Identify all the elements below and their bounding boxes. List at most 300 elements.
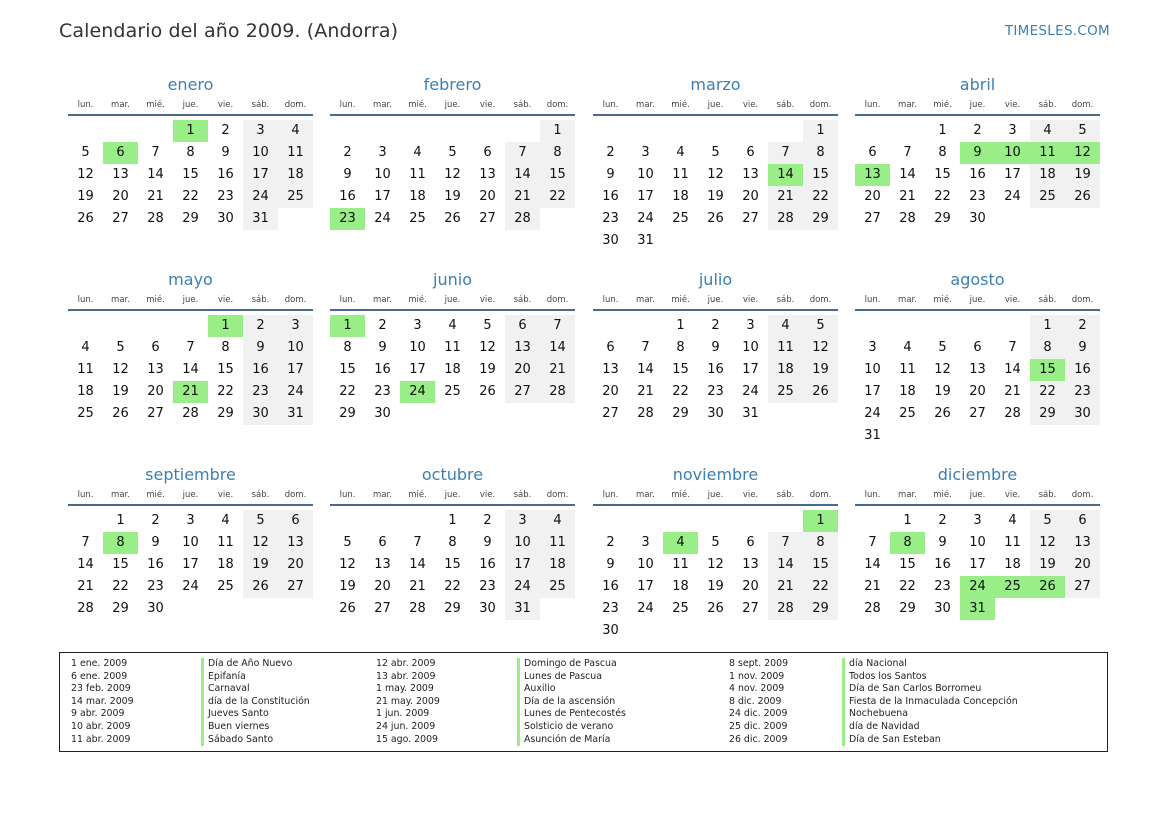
weekday-label: mié. (408, 295, 427, 305)
day-cell: 15 (934, 167, 951, 182)
day-cell: 2 (221, 123, 230, 138)
day-grid (855, 116, 1100, 264)
day-cell: 27 (742, 211, 759, 226)
weekday-label: jue. (444, 295, 461, 305)
day-cell: 27 (602, 406, 619, 421)
day-cell: 5 (343, 535, 352, 550)
month-name: diciembre (937, 465, 1018, 484)
day-cell: 7 (768, 142, 803, 164)
day-cell: 23 (243, 381, 278, 403)
weekday-label: mar. (373, 100, 392, 110)
day-cell: 11 (540, 532, 575, 554)
day-cell: 24 (182, 579, 199, 594)
day-cell: 18 (278, 164, 313, 186)
legend-holiday-name: Buen viernes (208, 720, 270, 732)
month-mayo (68, 267, 313, 459)
legend-names-column (201, 658, 310, 746)
day-cell: 27 (374, 601, 391, 616)
day-cell: 21 (540, 359, 575, 381)
day-cell: 12 (1030, 532, 1065, 554)
day-cell: 30 (707, 406, 724, 421)
day-cell: 19 (707, 579, 724, 594)
day-cell: 19 (1065, 164, 1100, 186)
holiday-day-cell: 9 (960, 142, 995, 164)
day-cell: 19 (707, 189, 724, 204)
day-cell: 5 (243, 510, 278, 532)
weekday-label: dom. (1071, 490, 1094, 500)
day-cell: 31 (637, 233, 654, 248)
weekday-label: mar. (373, 490, 392, 500)
day-cell: 18 (217, 557, 234, 572)
day-cell: 5 (116, 340, 125, 355)
day-cell: 21 (899, 189, 916, 204)
day-cell: 28 (505, 208, 540, 230)
day-grid (68, 506, 313, 654)
holiday-day-cell: 15 (1030, 359, 1065, 381)
day-cell: 15 (112, 557, 129, 572)
holiday-day-cell: 6 (103, 142, 138, 164)
legend-holiday-name: Asunción de María (524, 733, 611, 745)
weekday-header (855, 98, 1100, 116)
day-cell: 24 (637, 601, 654, 616)
day-cell: 2 (343, 145, 352, 160)
site-logo-text[interactable]: TIMESLES.COM (1004, 23, 1110, 39)
day-cell: 18 (768, 359, 803, 381)
month-enero (68, 72, 313, 264)
day-cell: 31 (505, 598, 540, 620)
day-cell: 31 (742, 406, 759, 421)
weekday-label: jue. (969, 490, 986, 500)
holiday-day-cell: 4 (663, 532, 698, 554)
weekday-header (855, 293, 1100, 311)
weekday-label: lun. (77, 490, 94, 500)
legend-date: 9 abr. 2009 (71, 708, 125, 720)
day-cell: 9 (483, 535, 492, 550)
day-cell: 11 (409, 167, 426, 182)
day-grid (593, 506, 838, 654)
legend-names-column (842, 658, 1018, 746)
legend-date: 21 may. 2009 (376, 695, 440, 707)
day-cell: 24 (637, 211, 654, 226)
weekday-label: vie. (217, 100, 234, 110)
day-cell: 16 (969, 167, 986, 182)
weekday-label: jue. (969, 100, 986, 110)
day-cell: 6 (278, 510, 313, 532)
day-cell: 16 (479, 557, 496, 572)
day-cell: 3 (278, 315, 313, 337)
weekday-label: mar. (111, 295, 130, 305)
day-grid (330, 311, 575, 459)
day-cell: 12 (479, 340, 496, 355)
legend-holiday-name: Día de San Esteban (849, 733, 941, 745)
day-cell: 16 (707, 362, 724, 377)
weekday-label: mié. (933, 100, 952, 110)
legend-dates-column (71, 658, 134, 746)
weekday-label: jue. (444, 100, 461, 110)
day-cell: 19 (339, 579, 356, 594)
day-cell: 16 (934, 557, 951, 572)
day-cell: 20 (479, 189, 496, 204)
day-cell: 4 (413, 145, 422, 160)
day-cell: 20 (742, 189, 759, 204)
day-cell: 25 (672, 211, 689, 226)
weekday-label: sáb. (251, 100, 270, 110)
day-cell: 7 (413, 535, 422, 550)
day-cell: 5 (711, 145, 720, 160)
day-cell: 12 (339, 557, 356, 572)
month-septiembre (68, 462, 313, 654)
day-cell: 17 (742, 362, 759, 377)
legend-date: 25 dic. 2009 (729, 720, 788, 732)
day-cell: 20 (1065, 554, 1100, 576)
day-cell: 20 (864, 189, 881, 204)
legend-holiday-name: Todos los Santos (849, 670, 927, 682)
day-cell: 28 (637, 406, 654, 421)
day-cell: 4 (903, 340, 912, 355)
legend-dates-column (729, 658, 788, 746)
day-cell: 26 (444, 211, 461, 226)
day-cell: 9 (151, 535, 160, 550)
day-cell: 8 (186, 145, 195, 160)
day-cell: 7 (1008, 340, 1017, 355)
legend-names-column (517, 658, 626, 746)
day-grid (330, 116, 575, 264)
day-cell: 5 (803, 315, 838, 337)
weekday-label: mié. (146, 100, 165, 110)
day-cell: 9 (343, 167, 352, 182)
day-cell: 26 (707, 601, 724, 616)
day-cell: 14 (768, 554, 803, 576)
day-cell: 29 (444, 601, 461, 616)
day-cell: 18 (1004, 557, 1021, 572)
day-cell: 3 (746, 318, 755, 333)
weekday-label: mar. (111, 490, 130, 500)
day-cell: 28 (182, 406, 199, 421)
day-cell: 1 (938, 123, 947, 138)
day-cell: 11 (672, 557, 689, 572)
day-cell: 27 (278, 576, 313, 598)
day-cell: 24 (505, 576, 540, 598)
day-cell: 11 (77, 362, 94, 377)
day-cell: 17 (505, 554, 540, 576)
day-cell: 5 (711, 535, 720, 550)
day-cell: 7 (540, 315, 575, 337)
day-cell: 25 (278, 186, 313, 208)
day-cell: 9 (221, 145, 230, 160)
day-cell: 2 (151, 513, 160, 528)
day-cell: 12 (444, 167, 461, 182)
day-cell: 7 (505, 142, 540, 164)
legend-holiday-name: Lunes de Pentecostés (524, 708, 626, 720)
day-cell: 6 (505, 315, 540, 337)
day-cell: 28 (864, 601, 881, 616)
day-cell: 29 (803, 208, 838, 230)
weekday-label: vie. (742, 100, 759, 110)
day-cell: 14 (540, 337, 575, 359)
weekday-label: dom. (809, 295, 832, 305)
legend-date: 10 abr. 2009 (71, 720, 131, 732)
months-grid (68, 72, 1102, 652)
day-cell: 15 (540, 164, 575, 186)
day-cell: 23 (969, 189, 986, 204)
day-cell: 23 (217, 189, 234, 204)
holiday-day-cell: 8 (103, 532, 138, 554)
day-cell: 8 (803, 532, 838, 554)
day-cell: 8 (1030, 337, 1065, 359)
weekday-label: jue. (182, 295, 199, 305)
holiday-day-cell: 23 (330, 208, 365, 230)
weekday-label: mié. (408, 100, 427, 110)
legend-holiday-name: día de Navidad (849, 720, 920, 732)
day-cell: 5 (1030, 510, 1065, 532)
day-cell: 19 (934, 384, 951, 399)
day-cell: 15 (339, 362, 356, 377)
legend-date: 1 ene. 2009 (71, 658, 128, 669)
weekday-header (68, 293, 313, 311)
weekday-header (855, 488, 1100, 506)
legend-date: 24 dic. 2009 (729, 708, 788, 720)
day-cell: 9 (606, 167, 615, 182)
weekday-label: mar. (636, 100, 655, 110)
day-cell: 21 (77, 579, 94, 594)
day-cell: 20 (374, 579, 391, 594)
month-name: enero (167, 75, 214, 94)
day-cell: 26 (479, 384, 496, 399)
holiday-day-cell: 24 (960, 576, 995, 598)
day-cell: 22 (803, 576, 838, 598)
day-cell: 26 (707, 211, 724, 226)
day-cell: 13 (374, 557, 391, 572)
day-cell: 25 (899, 406, 916, 421)
legend-date: 1 nov. 2009 (729, 670, 785, 682)
day-cell: 21 (768, 186, 803, 208)
holiday-legend (59, 652, 1108, 752)
day-cell: 9 (243, 337, 278, 359)
month-name: octubre (421, 465, 484, 484)
day-cell: 25 (1030, 186, 1065, 208)
holiday-day-cell: 10 (995, 142, 1030, 164)
holiday-day-cell: 1 (330, 315, 365, 337)
weekday-header (68, 488, 313, 506)
day-cell: 4 (448, 318, 457, 333)
day-cell: 13 (602, 362, 619, 377)
month-name: marzo (690, 75, 741, 94)
day-cell: 7 (868, 535, 877, 550)
day-cell: 19 (77, 189, 94, 204)
weekday-label: sáb. (776, 490, 795, 500)
day-cell: 31 (864, 428, 881, 443)
day-cell: 16 (147, 557, 164, 572)
weekday-label: mar. (898, 100, 917, 110)
day-cell: 4 (81, 340, 90, 355)
weekday-label: vie. (479, 100, 496, 110)
day-cell: 16 (374, 362, 391, 377)
day-cell: 10 (243, 142, 278, 164)
weekday-label: lun. (864, 490, 881, 500)
day-cell: 22 (1030, 381, 1065, 403)
day-cell: 16 (339, 189, 356, 204)
day-cell: 26 (803, 381, 838, 403)
day-cell: 3 (413, 318, 422, 333)
weekday-header (593, 98, 838, 116)
month-diciembre (855, 462, 1100, 654)
day-cell: 22 (803, 186, 838, 208)
month-junio (330, 267, 575, 459)
day-cell: 12 (934, 362, 951, 377)
day-cell: 2 (711, 318, 720, 333)
holiday-day-cell: 11 (1030, 142, 1065, 164)
day-cell: 2 (483, 513, 492, 528)
day-cell: 17 (969, 557, 986, 572)
weekday-label: lun. (77, 100, 94, 110)
day-cell: 17 (182, 557, 199, 572)
legend-holiday-name: Auxilio (524, 683, 556, 695)
day-cell: 20 (602, 384, 619, 399)
day-cell: 2 (378, 318, 387, 333)
legend-holiday-name: Domingo de Pascua (524, 658, 617, 669)
day-cell: 1 (448, 513, 457, 528)
day-cell: 8 (540, 142, 575, 164)
weekday-label: mié. (408, 490, 427, 500)
day-cell: 14 (182, 362, 199, 377)
day-cell: 13 (147, 362, 164, 377)
day-cell: 1 (1030, 315, 1065, 337)
weekday-label: dom. (809, 490, 832, 500)
weekday-label: jue. (707, 490, 724, 500)
day-cell: 1 (116, 513, 125, 528)
day-cell: 10 (278, 337, 313, 359)
day-cell: 13 (278, 532, 313, 554)
legend-date: 14 mar. 2009 (71, 695, 134, 707)
legend-date: 26 dic. 2009 (729, 733, 788, 745)
day-cell: 7 (768, 532, 803, 554)
day-cell: 6 (378, 535, 387, 550)
day-cell: 8 (221, 340, 230, 355)
weekday-label: lun. (864, 100, 881, 110)
day-cell: 2 (243, 315, 278, 337)
day-cell: 20 (505, 359, 540, 381)
day-cell: 8 (343, 340, 352, 355)
day-cell: 19 (112, 384, 129, 399)
weekday-label: vie. (1004, 490, 1021, 500)
day-cell: 13 (969, 362, 986, 377)
day-cell: 5 (1065, 120, 1100, 142)
day-cell: 28 (899, 211, 916, 226)
day-cell: 3 (378, 145, 387, 160)
day-cell: 10 (969, 535, 986, 550)
weekday-header (330, 98, 575, 116)
day-cell: 30 (374, 406, 391, 421)
day-cell: 14 (637, 362, 654, 377)
day-cell: 14 (864, 557, 881, 572)
day-cell: 13 (505, 337, 540, 359)
day-cell: 8 (676, 340, 685, 355)
legend-dates-column (376, 658, 440, 746)
weekday-label: mié. (933, 295, 952, 305)
day-cell: 11 (899, 362, 916, 377)
weekday-label: sáb. (776, 295, 795, 305)
weekday-label: sáb. (513, 490, 532, 500)
day-cell: 4 (1008, 513, 1017, 528)
legend-holiday-name: Solsticio de verano (524, 720, 614, 732)
holiday-day-cell: 1 (173, 120, 208, 142)
day-cell: 25 (77, 406, 94, 421)
day-cell: 9 (938, 535, 947, 550)
month-agosto (855, 267, 1100, 459)
day-cell: 12 (707, 167, 724, 182)
day-cell: 16 (602, 579, 619, 594)
day-cell: 16 (1065, 359, 1100, 381)
day-cell: 13 (742, 167, 759, 182)
day-cell: 23 (934, 579, 951, 594)
day-cell: 30 (217, 211, 234, 226)
day-cell: 27 (1065, 576, 1100, 598)
day-cell: 29 (1030, 403, 1065, 425)
day-cell: 15 (803, 554, 838, 576)
day-cell: 29 (339, 406, 356, 421)
day-cell: 6 (868, 145, 877, 160)
weekday-label: sáb. (251, 490, 270, 500)
day-cell: 17 (409, 362, 426, 377)
legend-date: 8 dic. 2009 (729, 695, 782, 707)
day-cell: 18 (899, 384, 916, 399)
day-cell: 27 (505, 381, 540, 403)
day-cell: 19 (243, 554, 278, 576)
day-cell: 23 (1065, 381, 1100, 403)
day-cell: 15 (217, 362, 234, 377)
day-cell: 5 (81, 145, 90, 160)
day-cell: 6 (746, 535, 755, 550)
legend-holiday-name: día Nacional (849, 658, 907, 669)
legend-holiday-name: día de la Constitución (208, 695, 310, 707)
day-cell: 30 (479, 601, 496, 616)
day-cell: 6 (1065, 510, 1100, 532)
day-cell: 30 (243, 403, 278, 425)
day-cell: 29 (899, 601, 916, 616)
weekday-header (330, 488, 575, 506)
weekday-label: lun. (602, 295, 619, 305)
weekday-label: lun. (864, 295, 881, 305)
day-cell: 7 (81, 535, 90, 550)
legend-holiday-name: Lunes de Pascua (524, 670, 602, 682)
weekday-label: lun. (602, 100, 619, 110)
holiday-day-cell: 31 (960, 598, 995, 620)
weekday-label: lun. (77, 295, 94, 305)
day-grid (593, 116, 838, 264)
day-cell: 10 (505, 532, 540, 554)
weekday-label: vie. (1004, 100, 1021, 110)
day-cell: 22 (540, 186, 575, 208)
day-cell: 10 (742, 340, 759, 355)
day-cell: 18 (409, 189, 426, 204)
legend-holiday-name: Sábado Santo (208, 733, 274, 745)
weekday-label: vie. (479, 490, 496, 500)
legend-date: 15 ago. 2009 (376, 733, 438, 745)
weekday-label: vie. (217, 295, 234, 305)
month-noviembre (593, 462, 838, 654)
weekday-label: vie. (479, 295, 496, 305)
day-cell: 23 (707, 384, 724, 399)
legend-holiday-name: Día de Año Nuevo (208, 658, 293, 669)
weekday-label: jue. (182, 100, 199, 110)
weekday-label: jue. (444, 490, 461, 500)
day-cell: 13 (742, 557, 759, 572)
day-cell: 22 (217, 384, 234, 399)
day-cell: 10 (637, 167, 654, 182)
day-grid (330, 506, 575, 654)
day-cell: 18 (1030, 164, 1065, 186)
day-cell: 23 (602, 601, 619, 616)
